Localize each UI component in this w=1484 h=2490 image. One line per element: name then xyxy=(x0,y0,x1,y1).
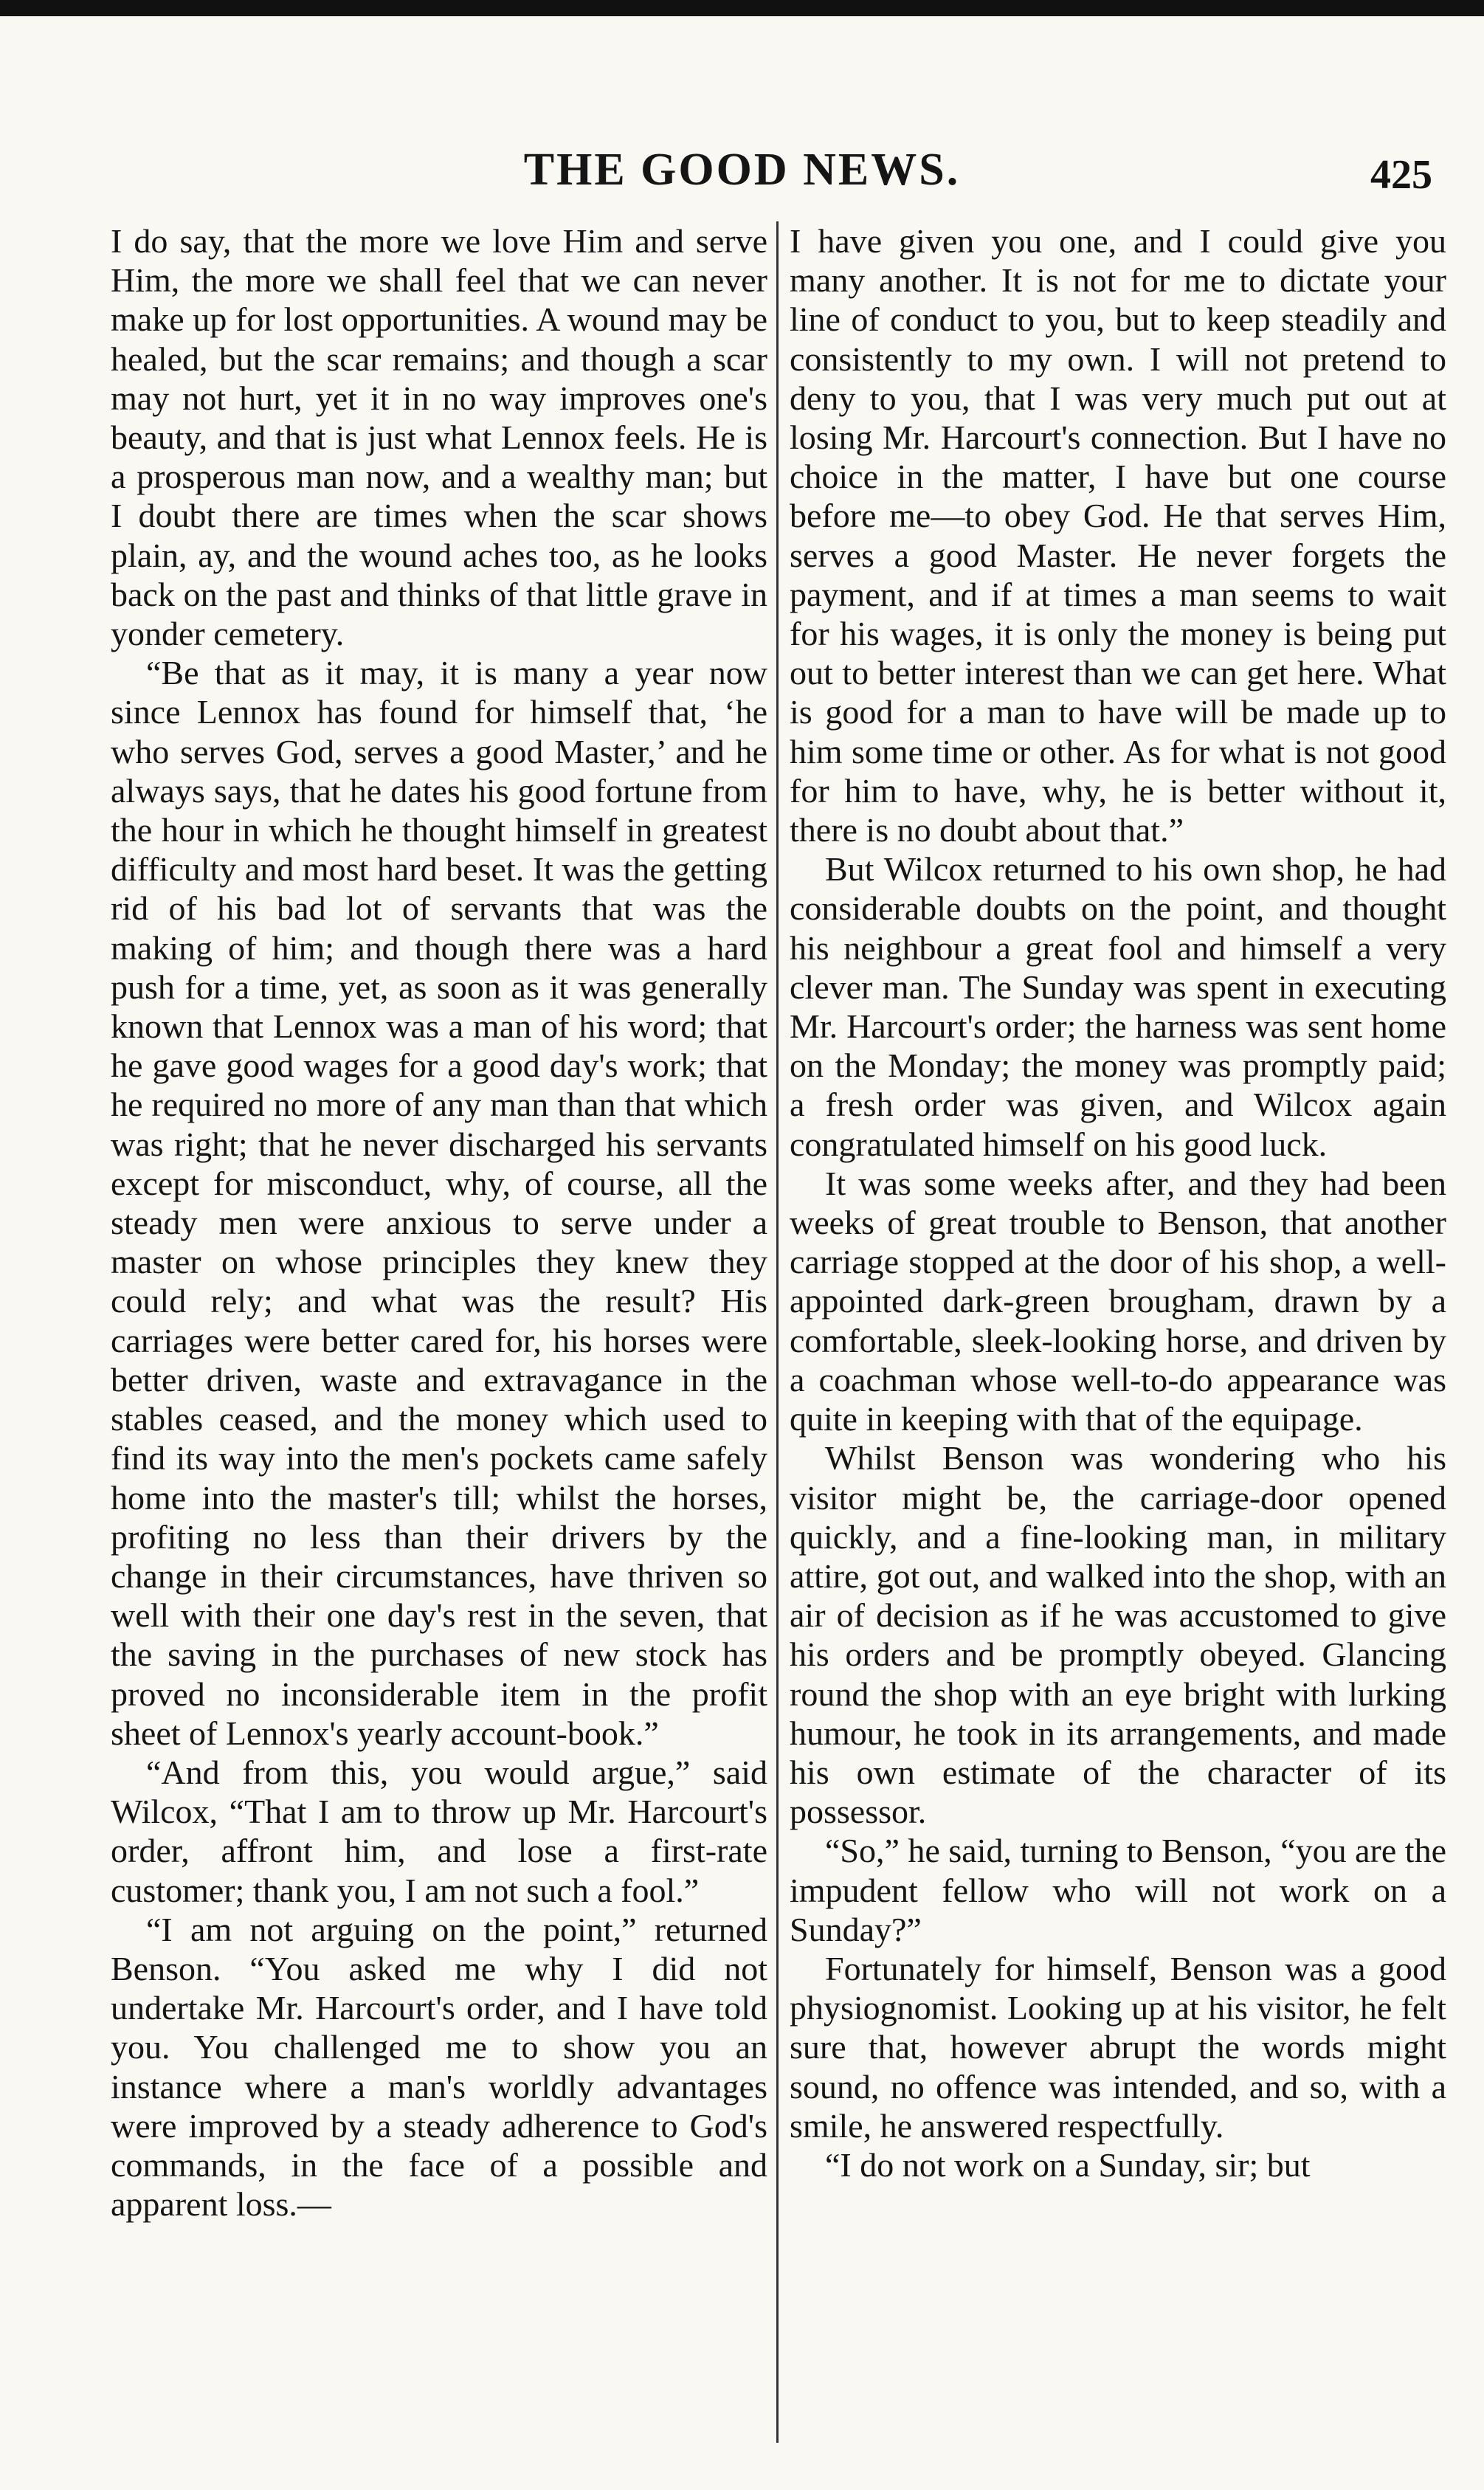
paragraph: I do say, that the more we love Him and serve Him, the more we shall feel that we can never make up for lost opportunities. A wound may be healed, but the scar remains; and though a scar may not hurt, yet it in no way improves one's beauty, and that is just what Lennox feels. He is a prosperous man now, and a wealthy man; but I doubt there are times when the scar shows plain, ay, and the wound aches too, as he looks back on the past and thinks of that little grave in yonder cemetery. xyxy=(111,222,767,653)
paragraph: “I do not work on a Sunday, sir; but xyxy=(825,2145,1311,2184)
paragraph: “And from this, you would argue,” said Wilcox, “That I am to throw up Mr. Harcourt's order, affront him, and lose a first-rate customer; thank you, I am not such a fool.” xyxy=(111,1753,767,1909)
left-column xyxy=(111,221,767,2443)
top-border-rule xyxy=(0,0,1484,16)
paragraph: I have given you one, and I could give you many another. It is not for me to dictate your line of conduct to you, but to keep steadily and consistently to my own. I will not pretend to deny to you, that I was very much put out at losing Mr. Harcourt's connection. But I have no choice in the matter, I have but one course before me—to obey God. He that serves Him, serves a good Master. He never forgets the payment, and if at times a man seems to wait for his wages, it is only the money is being put out to better interest than we can get here. What is good for a man to have will be made up to him some time or other. As for what is not good for him to have, why, he is better without it, there is no doubt about that.” xyxy=(790,222,1446,849)
page-header xyxy=(0,144,1484,210)
publication-title: THE GOOD NEWS. xyxy=(523,145,961,195)
paragraph: “So,” he said, turning to Benson, “you are the impudent fellow who will not work on a Sunday?” xyxy=(790,1832,1446,1948)
paragraph: “Be that as it may, it is many a year now since Lennox has found for himself that, ‘he who serves God, serves a good Master,’ and he always says, that he dates his good fortune from the hour in which he thought himself in greatest difficulty and most hard beset. It was the getting rid of his bad lot of servants that was the making of him; and though there was a hard push for a time, yet, as soon as it was generally known that Lennox was a man of his word; that he gave good wages for a good day's work; that he required no more of any man than that which was right; that he never discharged his servants except for misconduct, why, of course, all the steady men were anxious to serve under a master on whose principles they knew they could rely; and what was the result? His carriages were better cared for, his horses were better driven, waste and extravagance in the stables ceased, and the money which used to find its way into the men's pockets came safely home into the master's till; whilst the horses, profiting no less than their drivers by the change in their circumstances, have thriven so well with their one day's rest in the seven, that the saving in the purchases of new stock has proved no inconsiderable item in the profit sheet of Lennox's yearly account-book.” xyxy=(111,654,767,1752)
right-column xyxy=(790,221,1446,2443)
paragraph: Fortunately for himself, Benson was a good physiognomist. Looking up at his visitor, he felt sure that, however abrupt the words might sound, no offence was intended, and so, with a smile, he answered respectfully. xyxy=(790,1949,1446,2145)
paragraph: Whilst Benson was wondering who his visitor might be, the carriage-door opened quickly, and a fine-looking man, in military attire, got out, and walked into the shop, with an air of decision as if he was accustomed to give his orders and be promptly obeyed. Glancing round the shop with an eye bright with lurking humour, he took in its arrangements, and made his own estimate of the character of its possessor. xyxy=(790,1439,1446,1831)
paragraph: But Wilcox returned to his own shop, he had considerable doubts on the point, and thought his neighbour a great fool and himself a very clever man. The Sunday was spent in executing Mr. Harcourt's order; the harness was sent home on the Monday; the money was promptly paid; a fresh order was given, and Wilcox again congratulated himself on his good luck. xyxy=(790,850,1446,1163)
column-divider xyxy=(776,221,779,2443)
paragraph: It was some weeks after, and they had been weeks of great trouble to Benson, that another carriage stopped at the door of his shop, a well-appointed dark-green brougham, drawn by a comfortable, sleek-looking horse, and driven by a coachman whose well-to-do appearance was quite in keeping with that of the equipage. xyxy=(790,1164,1446,1438)
paragraph: “I am not arguing on the point,” returned Benson. “You asked me why I did not undertake Mr. Harcourt's order, and I have told you. You challenged me to show you an instance where a man's worldly advantages were improved by a steady adherence to God's commands, in the face of a possible and apparent loss.— xyxy=(111,1910,767,2224)
page-number: 425 xyxy=(1370,152,1432,198)
